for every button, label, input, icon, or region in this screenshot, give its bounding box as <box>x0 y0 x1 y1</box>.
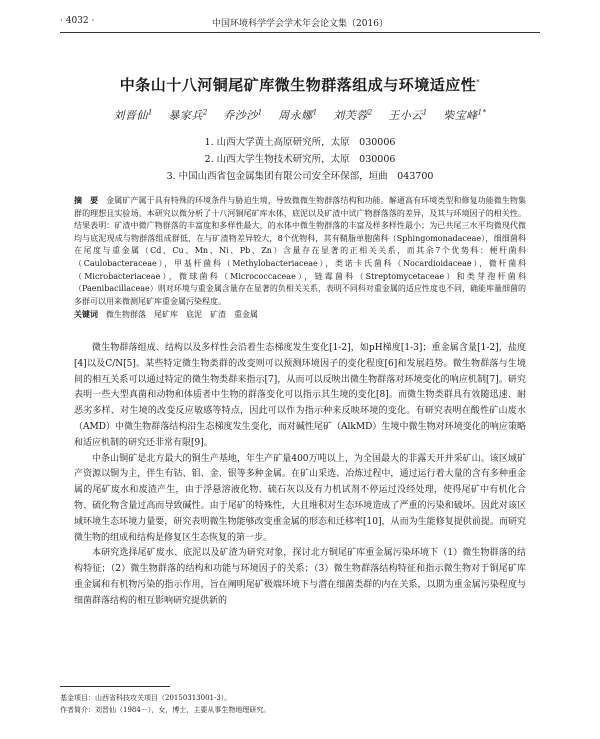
author-affil-mark: 2 <box>367 108 373 117</box>
author: 刘芙蓉 <box>333 109 368 122</box>
affiliation: 3. 中国山西省包金属集团有限公司安全环保部，垣曲 043700 <box>166 171 434 182</box>
footnote-author-bio: 作者简介：刘晋仙（1984－），女，博士，主要从事生物地理研究。 <box>60 706 271 714</box>
proceedings-title: 中国环境科学学会学术年会论文集（2016） <box>212 19 388 29</box>
keywords <box>74 309 526 322</box>
affiliations <box>60 134 540 185</box>
author-affil-mark: 2 <box>202 108 208 117</box>
affiliation: 1. 山西大学黄土高原研究所，太原 030006 <box>204 137 396 148</box>
author: 暴家兵 <box>168 109 203 122</box>
footnotes <box>60 692 540 716</box>
keywords-text: 微生物群落 尾矿库 底泥 矿渣 重金属 <box>106 310 258 320</box>
author-affil-mark: 1 <box>312 108 318 117</box>
body-paragraph: 中条山铜矿是北方最大的铜生产基地，年生产矿量400万吨以上，为全国最大的非露天开并采矿山。该区域矿产资源以铜为主，伴生有钴、钼、金、银等多种金属。在矿山采选、冶炼过程中，通过运行着大量的含有多种重金属的尾矿废水和废渣产生，由于浮悬溶液化物、硫石灰以及有力机试剂不停运过没经处理，使得尾矿中有机化合物、硫化物含量过高而导致碱性。由于尾矿的特殊性，大且堆积对生态环境造成了严重的污染和破坏。因此对该区域环境生态环境力量要，研究表明微生物能够改变重金属的形态和迁移率[10]，从而为生能修复提供前提。而研究微生物的组成和结构是修复区生态恢复的第一步。 <box>74 453 526 543</box>
body-text <box>74 341 526 610</box>
author-affil-mark: 1 <box>422 108 428 117</box>
author: 王小云 <box>388 109 423 122</box>
author: 柴宝峰 <box>443 109 478 122</box>
author-list <box>40 107 560 123</box>
author: 刘晋仙 <box>113 109 148 122</box>
footnote-divider <box>60 686 170 687</box>
abstract <box>74 195 526 322</box>
author-affil-mark: 1 <box>477 108 483 117</box>
body-paragraph: 微生物群落组成、结构以及多样性会沿着生态梯度发生变化[1-2]，如pH梯度[1-3]；重金属含量[1-2]，盐度[4]以及C/N[5]。某些特定微生物类群的改变则可以预测环境因子的变化程度[6]和发展趋势。微生物群落与生境间的相互关系可以通过特定的微生物类群来指示[7]，从而可以反映出微生物群落对环境变化的响应机制[7]。研究表明一些大型真菌和动物和体质者中生物的群落变化可以指示其生境的变化[8]。而微生物类群具有效随迅速、耐恶劣多样、对生境的改变反应敏感等特点，因此可以作为指示种来反映环境的变化。有研究表明在酸性矿山废水（AMD）中微生物群落结构沿生态梯度发生变化，而对碱性尾矿（AlkMD）生境中微生物对环境变化的响应策略和适应机制的研究还非常有限[9]。 <box>74 343 526 448</box>
author: 周永娜 <box>278 109 313 122</box>
keywords-label: 关键词 <box>74 310 98 320</box>
abstract-label: 摘 要 <box>74 196 99 205</box>
body-paragraph: 本研究选择尾矿废水、底泥以及矿渣为研究对象，探讨北方铜尾矿库重金属污染环境下（1）微生物群落的结构特征；（2）微生物群落的结构和功能与环境因子的关系；（3）微生物群落结构特征和指示微生物对于铜尾矿库重金属和有机物污染的指示作用，旨在阐明尾矿极端环境下与潜在细菌类群的内在关系，以期为重金属污染程度与细菌群落结构的相互影响研究提供新的 <box>74 548 526 606</box>
affiliation: 2. 山西大学生物技术研究所，太原 030006 <box>204 154 396 165</box>
paper-title <box>40 74 560 95</box>
paper-title-text: 中条山十八河铜尾矿库微生物群落组成与环境适应性 <box>119 76 477 94</box>
author-affil-mark: 1 <box>147 108 153 117</box>
running-header <box>60 12 540 33</box>
footnote-funding: 基金项目：山西省科技攻关项目（20150313001-3）。 <box>60 694 232 702</box>
author-affil-mark: 1 <box>257 108 263 117</box>
corresponding-author-mark: * <box>482 108 487 117</box>
page-number: · 4032 · <box>60 16 95 26</box>
abstract-text: 金属矿产属于具有特殊的环境条件与胁迫生境，导致微微生物群落结构和功能。解通高有环境类型和修复功能微生物集群的理想且实验场。本研究以微分析了十八河铜尾矿库水体，底泥以及矿渣中试广物群落落的差异，及其与环境因子的相关性。结果表明：矿渣中微广物群落的丰富度和多样性最大，的水体中微生物群落的丰富及样多样性最小；为已共尾三水平均微现代微均与底泥现成与物群落组成群低，在与矿渣物差异较大，8个优物科，其有鞘脂单胞菌科（Sphingomonadaceae），细细菌科在尾度与重金属（Cd、Cu、Mn、Ni、Pb、Zn）含量存在显著的正相关关系，而其余7个优势科：梗杆菌科（Caulobacteraceae），甲基杆菌科（Methylobacteriaceae），类诺卡氏菌科（Nocardioidaceae），微杆菌科（Microbacteriaceae），微球菌科（Micrococcaceae），链霉菌科（Streptomycetaceae）和类芽孢杆菌科（Paenibacillaceae）则对环境与重金属含量存在显著的负相关关系，表明不同科对重金属的适应性度也不同，确能库量细菌的多群可以用来微测尾矿库重金属污染程度。 <box>74 196 527 306</box>
author: 乔沙沙 <box>223 109 258 122</box>
title-footnote-mark: * <box>476 78 481 86</box>
